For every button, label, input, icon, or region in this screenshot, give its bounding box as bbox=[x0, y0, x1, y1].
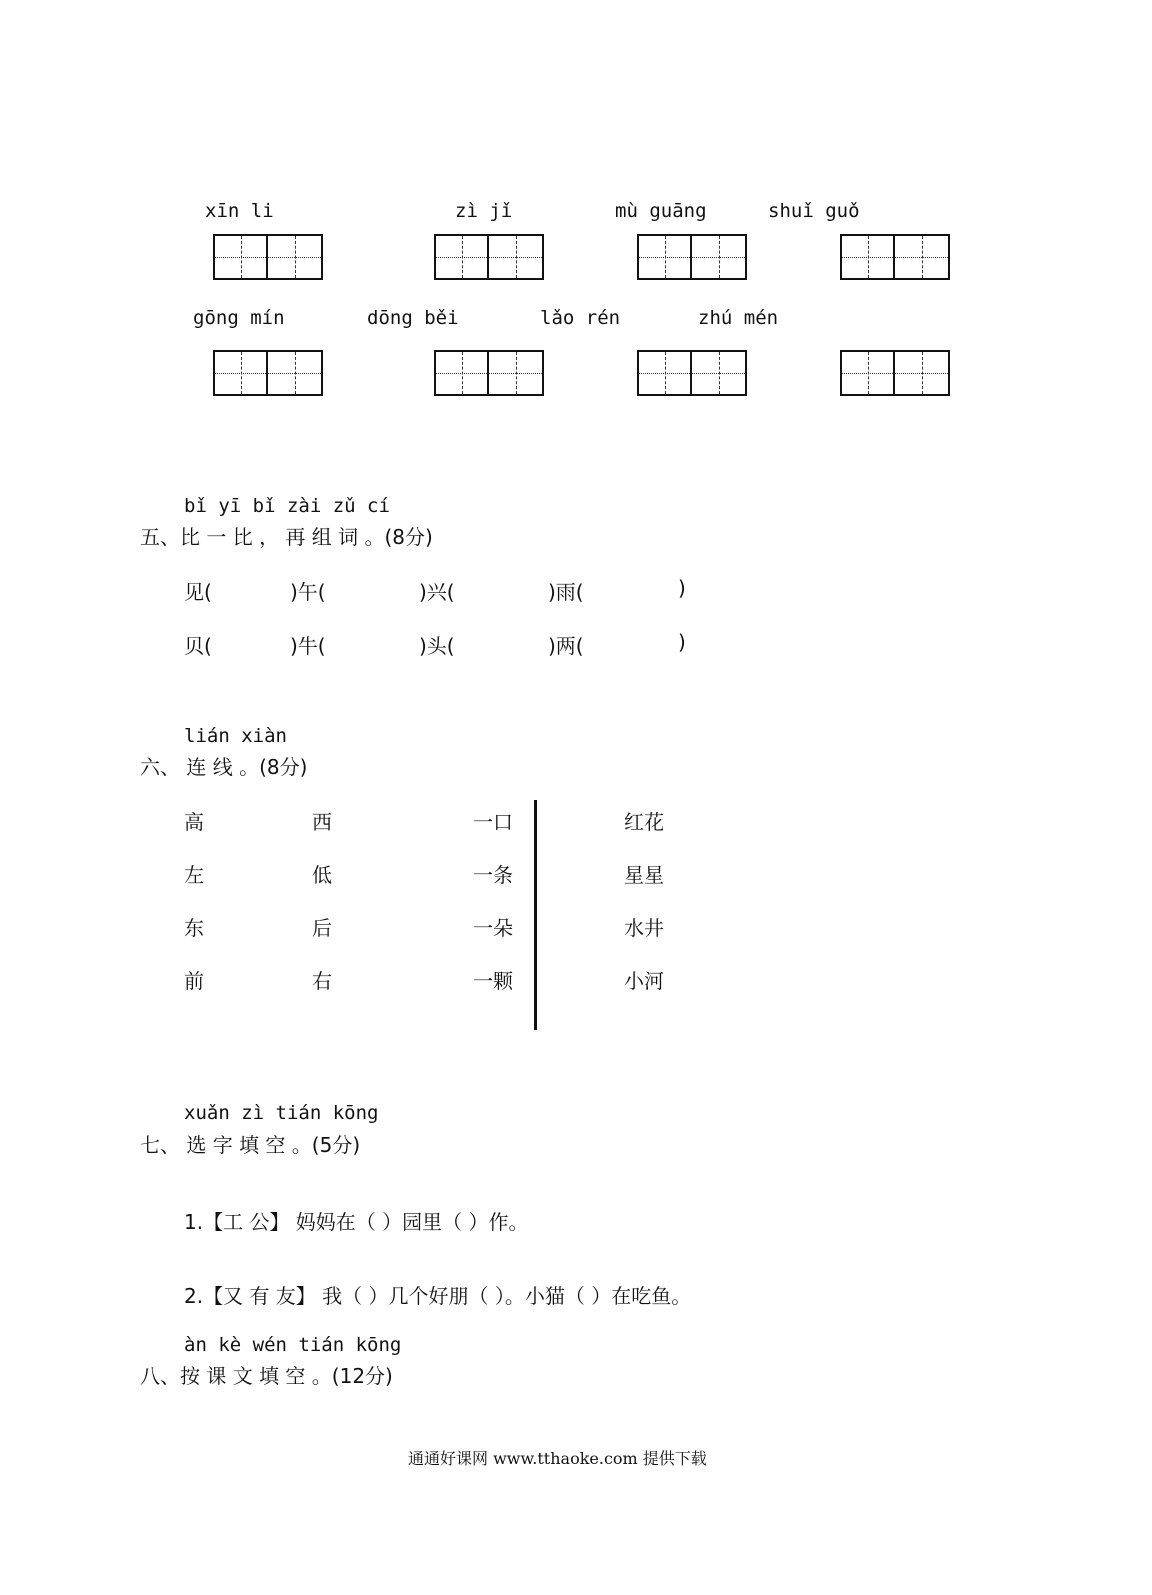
match-item: 西 bbox=[312, 810, 332, 834]
word-blank: ) bbox=[678, 630, 686, 654]
match-item: 东 bbox=[184, 916, 204, 940]
section-pinyin: àn kè wén tián kōng bbox=[184, 1334, 402, 1356]
section-title: 八、按 课 文 填 空 。(12分) bbox=[140, 1364, 393, 1388]
match-item: 一颗 bbox=[473, 969, 513, 993]
writing-grid[interactable] bbox=[434, 350, 544, 396]
section-pinyin: lián xiàn bbox=[184, 725, 287, 747]
match-item: 后 bbox=[312, 916, 332, 940]
divider-line bbox=[534, 800, 537, 1030]
writing-grid[interactable] bbox=[434, 234, 544, 280]
writing-grid[interactable] bbox=[840, 234, 950, 280]
section-pinyin: bǐ yī bǐ zài zǔ cí bbox=[184, 495, 390, 517]
pinyin-label: shuǐ guǒ bbox=[768, 200, 860, 222]
word-blank: )两( bbox=[548, 634, 584, 658]
match-item: 高 bbox=[184, 810, 204, 834]
writing-grid[interactable] bbox=[637, 350, 747, 396]
section-title: 五、比 一 比 ， 再 组 词 。(8分) bbox=[140, 525, 433, 549]
word-blank: 贝( bbox=[184, 634, 212, 658]
match-item: 左 bbox=[184, 863, 204, 887]
match-item: 小河 bbox=[624, 969, 664, 993]
section-title: 七、 选 字 填 空 。(5分) bbox=[140, 1133, 361, 1157]
pinyin-label: xīn li bbox=[205, 200, 274, 222]
pinyin-label: dōng běi bbox=[367, 307, 459, 329]
match-item: 右 bbox=[312, 969, 332, 993]
match-item: 红花 bbox=[624, 810, 664, 834]
pinyin-label: zhú mén bbox=[698, 307, 779, 329]
writing-grid[interactable] bbox=[840, 350, 950, 396]
question-1: 1.【工 公】 妈妈在（ ）园里（ ）作。 bbox=[184, 1210, 529, 1234]
match-item: 一口 bbox=[473, 810, 513, 834]
match-item: 前 bbox=[184, 969, 204, 993]
match-item: 星星 bbox=[624, 863, 664, 887]
pinyin-label: zì jǐ bbox=[455, 200, 513, 222]
section-title: 六、 连 线 。(8分) bbox=[140, 755, 308, 779]
writing-grid[interactable] bbox=[213, 234, 323, 280]
question-2: 2.【又 有 友】 我（ ）几个好朋（ ）。小猫（ ）在吃鱼。 bbox=[184, 1284, 692, 1308]
match-item: 一朵 bbox=[473, 916, 513, 940]
pinyin-label: gōng mín bbox=[193, 307, 285, 329]
match-item: 低 bbox=[312, 863, 332, 887]
word-blank: ) bbox=[678, 576, 686, 600]
writing-grid[interactable] bbox=[637, 234, 747, 280]
word-blank: )兴( bbox=[419, 580, 455, 604]
word-blank: )雨( bbox=[548, 580, 584, 604]
word-blank: )牛( bbox=[290, 634, 326, 658]
writing-grid[interactable] bbox=[213, 350, 323, 396]
match-item: 水井 bbox=[624, 916, 664, 940]
match-item: 一条 bbox=[473, 863, 513, 887]
footer-text: 通通好课网 www.tthaoke.com 提供下载 bbox=[408, 1449, 707, 1468]
section-pinyin: xuǎn zì tián kōng bbox=[184, 1102, 379, 1124]
word-blank: 见( bbox=[184, 580, 212, 604]
word-blank: )午( bbox=[290, 580, 326, 604]
pinyin-label: lǎo rén bbox=[540, 307, 621, 329]
word-blank: )头( bbox=[419, 634, 455, 658]
pinyin-label: mù guāng bbox=[615, 200, 707, 222]
